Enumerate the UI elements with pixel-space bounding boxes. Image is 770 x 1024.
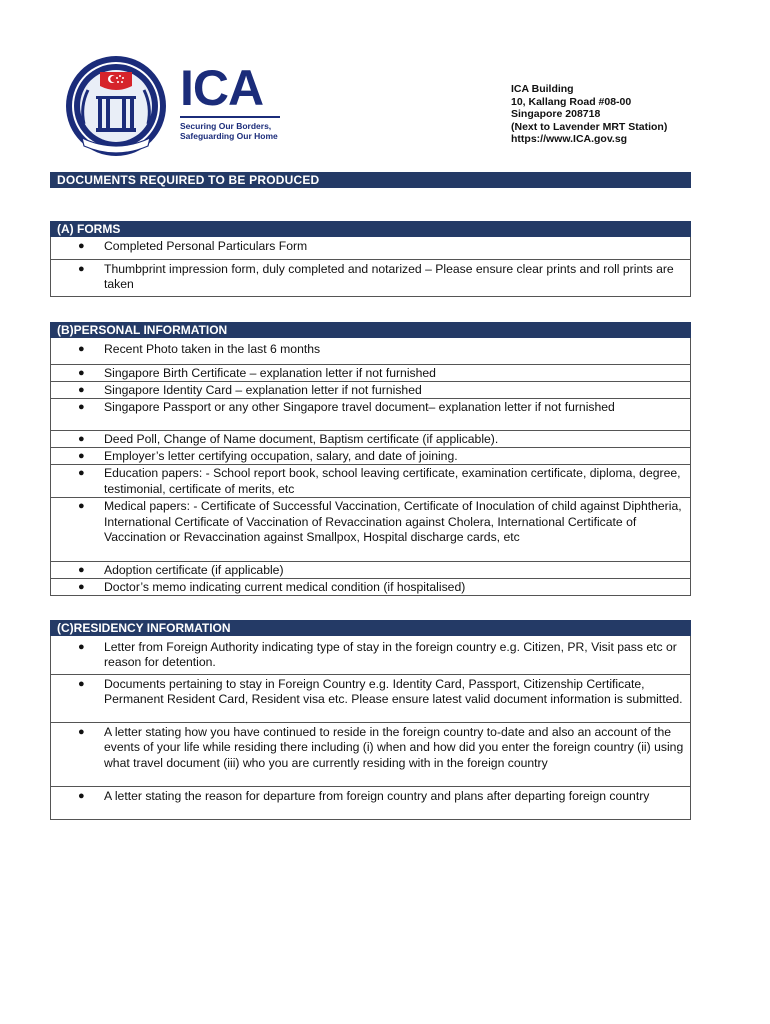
ica-seal-icon	[62, 50, 170, 158]
bullet-icon: ●	[78, 343, 85, 355]
list-item-text: Adoption certificate (if applicable)	[104, 563, 284, 577]
list-item-text: Singapore Birth Certificate – explanation letter if not furnished	[104, 366, 436, 380]
address-landmark: (Next to Lavender MRT Station)	[511, 120, 668, 133]
list-item-text: Thumbprint impression form, duly completed and notarized – Please ensure clear prints and roll prints are taken	[104, 262, 674, 292]
list-item-text: A letter stating the reason for departure from foreign country and plans after departing foreign country	[104, 789, 650, 803]
bullet-icon: ●	[78, 467, 85, 479]
list-item	[51, 430, 690, 447]
bullet-icon: ●	[78, 581, 85, 593]
personal-information-list	[50, 338, 691, 596]
forms-list	[50, 237, 691, 297]
list-item-text: Singapore Identity Card – explanation letter if not furnished	[104, 383, 422, 397]
address-building: ICA Building	[511, 83, 574, 95]
list-item	[51, 398, 690, 430]
list-item	[51, 561, 690, 578]
bullet-icon: ●	[78, 790, 85, 802]
list-item-text: Doctor’s memo indicating current medical condition (if hospitalised)	[104, 580, 466, 594]
list-item	[51, 381, 690, 398]
address-block	[511, 83, 667, 146]
list-item-text: Education papers: - School report book, school leaving certificate, examination certificate, diploma, degree, testimonial, certificate of merits, etc	[104, 466, 681, 496]
bullet-icon: ●	[78, 678, 85, 690]
ica-logo	[62, 46, 292, 156]
bullet-icon: ●	[78, 564, 85, 576]
list-item-text: Recent Photo taken in the last 6 months	[104, 342, 321, 356]
list-item-text: Medical papers: - Certificate of Successful Vaccination, Certificate of Inoculation of child against Diphtheria, International Certificate of Vaccination of Revaccination against Cholera, International Certificate of Vaccination or Revaccination against Smallpox, Hospital discharge cards, etc	[104, 499, 682, 544]
list-item	[51, 722, 690, 786]
section-heading-forms: (A) FORMS	[50, 221, 691, 237]
list-item	[51, 364, 690, 381]
list-item-text: Employer’s letter certifying occupation, salary, and date of joining.	[104, 449, 458, 463]
list-item	[51, 338, 690, 364]
section-residency-information	[50, 620, 691, 820]
brand-tagline-line1: Securing Our Borders,	[180, 121, 272, 131]
bullet-icon: ●	[78, 726, 85, 738]
list-item-text: Letter from Foreign Authority indicating type of stay in the foreign country e.g. Citizen, PR, Visit pass etc or reason for detention.	[104, 640, 677, 670]
bullet-icon: ●	[78, 433, 85, 445]
website-link[interactable]: https://www.ICA.gov.sg	[511, 133, 628, 145]
bullet-icon: ●	[78, 500, 85, 512]
document-title: DOCUMENTS REQUIRED TO BE PRODUCED	[50, 172, 691, 188]
bullet-icon: ●	[78, 367, 85, 379]
bullet-icon: ●	[78, 450, 85, 462]
bullet-icon: ●	[78, 263, 85, 275]
section-heading-residency-information: (C)RESIDENCY INFORMATION	[50, 620, 691, 636]
section-forms	[50, 221, 691, 297]
list-item	[51, 636, 690, 674]
list-item-text: Deed Poll, Change of Name document, Baptism certificate (if applicable).	[104, 432, 499, 446]
section-heading-personal-information: (B)PERSONAL INFORMATION	[50, 322, 691, 338]
brand-name: ICA	[180, 60, 264, 116]
bullet-icon: ●	[78, 641, 85, 653]
residency-information-list	[50, 636, 691, 820]
list-item	[51, 497, 690, 561]
list-item-text: A letter stating how you have continued to reside in the foreign country to-date and also an account of the events of your life while residing there including (i) when and how did you enter the foreign country (ii) using what travel document (iii) who you are currently residing with in the foreign country	[104, 725, 684, 770]
list-item	[51, 464, 690, 497]
list-item	[51, 674, 690, 722]
list-item-text: Singapore Passport or any other Singapore travel document– explanation letter if not furnished	[104, 400, 615, 414]
list-item-text: Completed Personal Particulars Form	[104, 239, 308, 253]
address-street: 10, Kallang Road #08-00	[511, 95, 632, 108]
list-item	[51, 259, 690, 296]
list-item	[51, 447, 690, 464]
bullet-icon: ●	[78, 401, 85, 413]
ica-wordmark	[180, 60, 292, 141]
bullet-icon: ●	[78, 240, 85, 252]
brand-tagline-line2: Safeguarding Our Home	[180, 131, 278, 141]
list-item	[51, 578, 690, 595]
bullet-icon: ●	[78, 384, 85, 396]
address-postal: Singapore 208718	[511, 108, 601, 120]
list-item	[51, 237, 690, 259]
brand-divider	[180, 116, 280, 118]
list-item-text: Documents pertaining to stay in Foreign Country e.g. Identity Card, Passport, Citizenship Certificate, Permanent Resident Card, Resident visa etc. Please ensure latest valid document information is submitted.	[104, 677, 683, 707]
list-item	[51, 786, 690, 819]
section-personal-information	[50, 322, 691, 596]
